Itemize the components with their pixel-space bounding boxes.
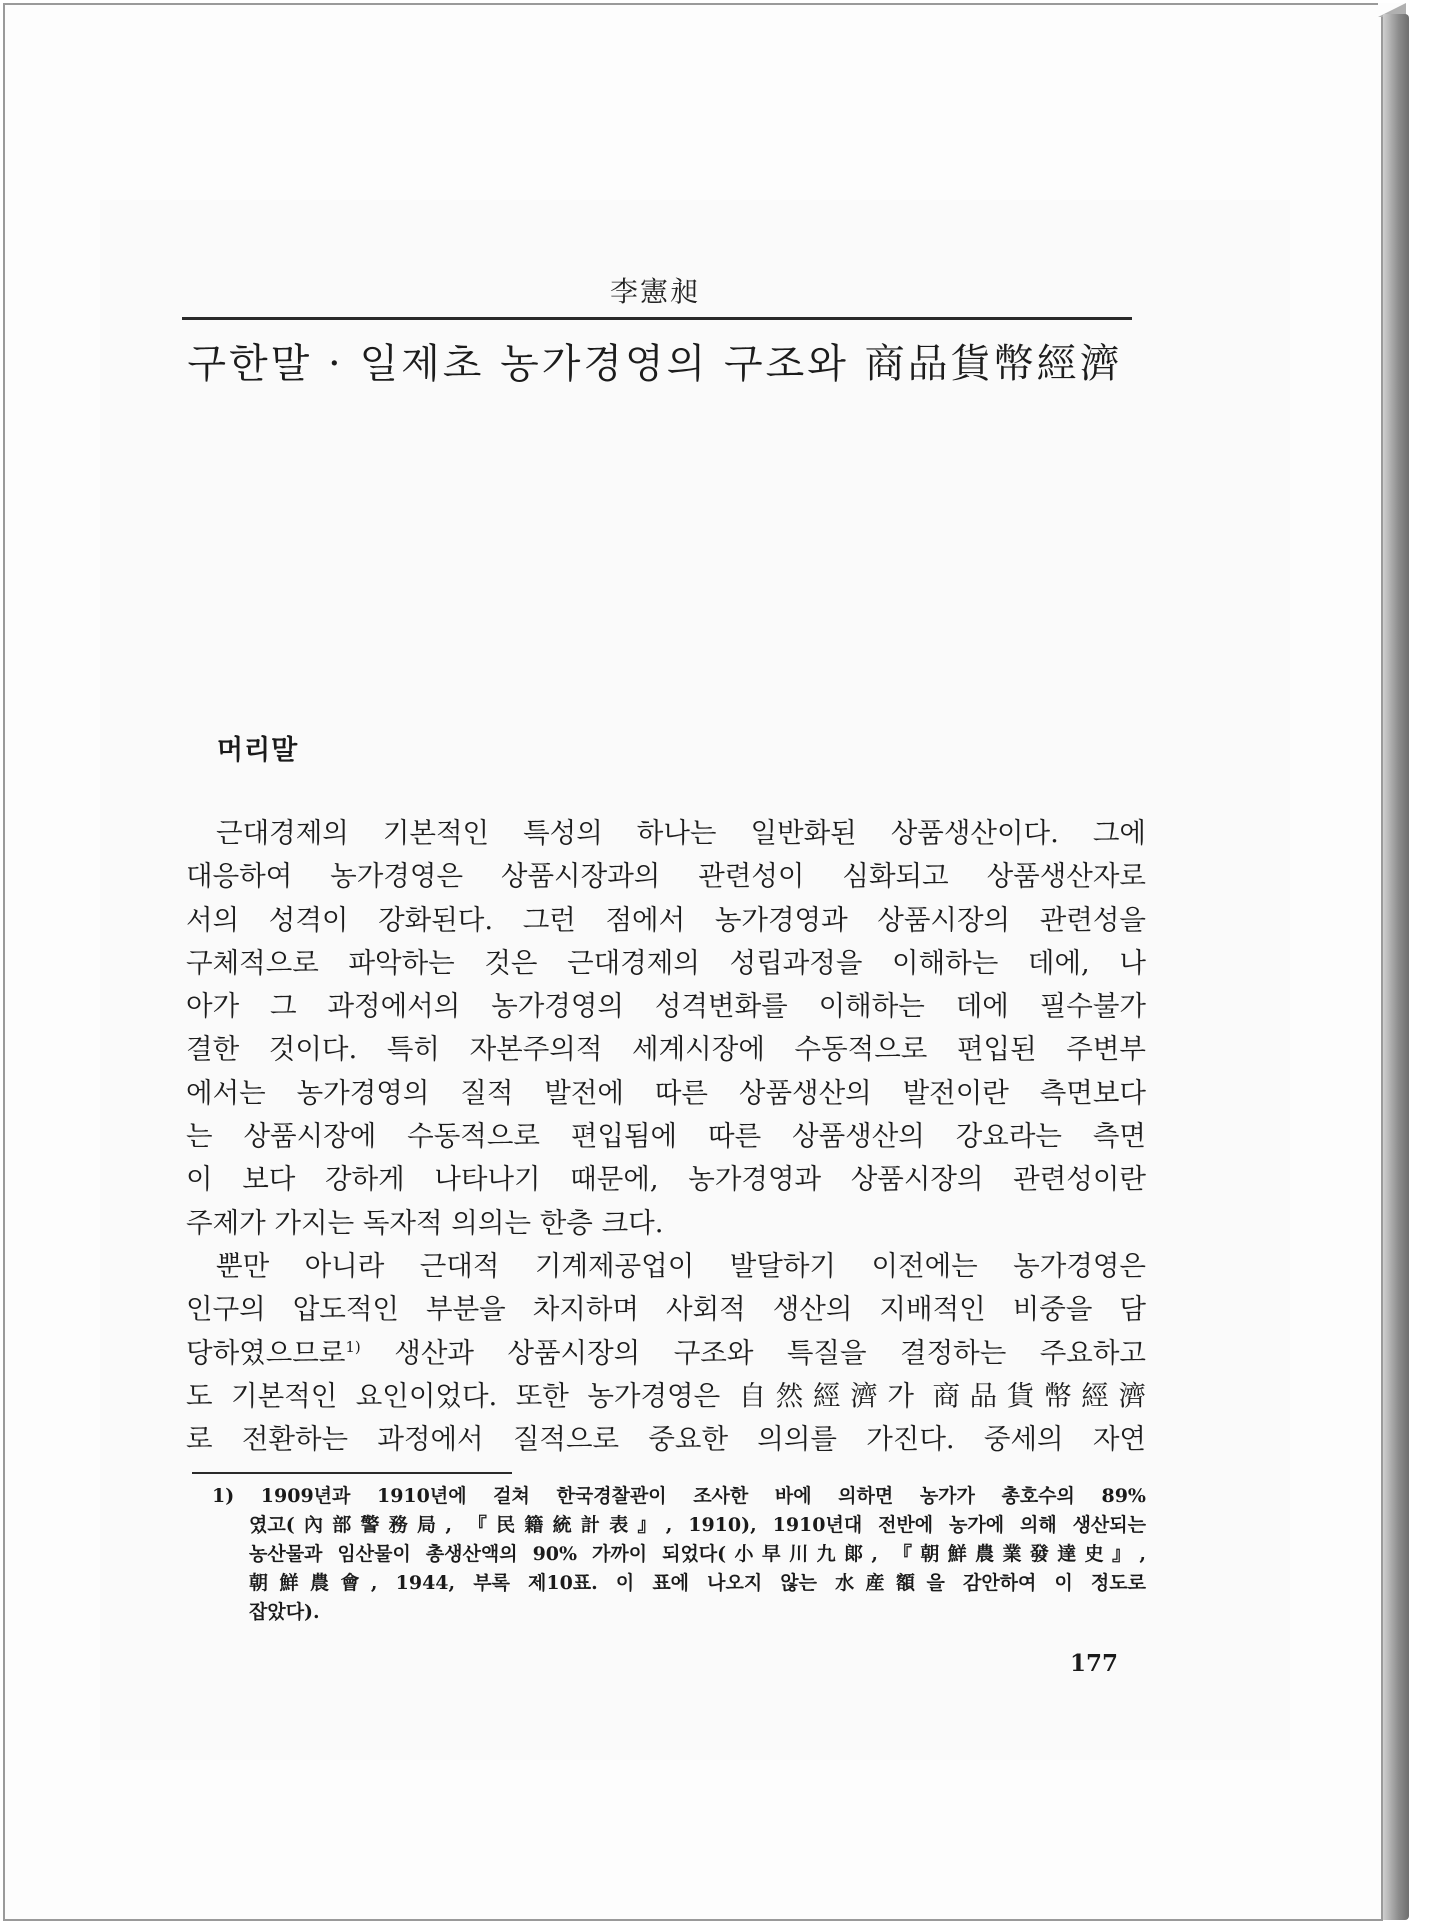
body-line: 뿐만 아니라 근대적 기계제공업이 발달하기 이전에는 농가경영은 [216,1249,1146,1282]
page-edge-shadow [1383,14,1409,1920]
body-line: 대응하여 농가경영은 상품시장과의 관련성이 심화되고 상품생산자로 [186,860,1146,893]
running-head-author: 李憲昶 [609,275,700,308]
body-line: 이 보다 강하게 나타나기 때문에, 농가경영과 상품시장의 관련성이란 [186,1163,1146,1196]
body-line: 주제가 가지는 독자적 의의는 한층 크다. [186,1206,664,1239]
body-text [186,812,1146,1461]
body-line: 구체적으로 파악하는 것은 근대경제의 성립과정을 이해하는 데에, 나 [186,946,1146,979]
body-line-part: 당하였으므로 [186,1336,346,1369]
page-number: 177 [1070,1650,1119,1677]
body-line: 근대경제의 기본적인 특성의 하나는 일반화된 상품생산이다. 그에 [216,817,1146,849]
header-rule [182,317,1132,320]
body-line: 에서는 농가경영의 질적 발전에 따른 상품생산의 발전이란 측면보다 [186,1076,1146,1109]
footnote-line: 농산물과 임산물이 총생산액의 90% 가까이 되었다(小早川九郞, 『朝鮮農業發達史』, [249,1543,1146,1565]
body-line: 로 전환하는 과정에서 질적으로 중요한 의의를 가진다. 중세의 자연 [186,1423,1146,1456]
article-title: 구한말 · 일제초 농가경영의 구조와 商品貨幣經濟 [187,341,1123,387]
body-line: 결한 것이다. 특히 자본주의적 세계시장에 수동적으로 편입된 주변부 [186,1033,1146,1066]
footnote-line: 잡았다). [249,1601,320,1623]
section-heading: 머리말 [217,735,299,766]
body-line: 아가 그 과정에서의 농가경영의 성격변화를 이해하는 데에 필수불가 [186,990,1146,1023]
body-line: 인구의 압도적인 부분을 차지하며 사회적 생산의 지배적인 비중을 담 [186,1293,1146,1326]
body-line-part: 생산과 상품시장의 구조와 특질을 결정하는 주요하고 [360,1336,1146,1369]
body-line: 는 상품시장에 수동적으로 편입됨에 따른 상품생산의 강요라는 측면 [186,1120,1146,1153]
footnote-line: 였고(內部警務局, 『民籍統計表』, 1910), 1910년대 전반에 농가에 의해 생산되는 [249,1514,1146,1536]
footnote-rule [192,1472,512,1474]
body-line-with-footnote [186,1332,1146,1375]
footnote-line: 朝鮮農會, 1944, 부록 제10표. 이 표에 나오지 않는 水産額을 감안하여 이 정도로 [249,1572,1146,1594]
footnote-reference[interactable]: 1) [345,1337,361,1356]
footnote-line: 1) 1909년과 1910년에 걸쳐 한국경찰관이 조사한 바에 의하면 농가가 총호수의 89% [212,1485,1146,1507]
body-line: 서의 성격이 강화된다. 그런 점에서 농가경영과 상품시장의 관련성을 [186,903,1146,936]
footnotes [212,1482,1146,1627]
body-line: 도 기본적인 요인이었다. 또한 농가경영은 自然經濟가 商品貨幣經濟 [186,1379,1146,1412]
